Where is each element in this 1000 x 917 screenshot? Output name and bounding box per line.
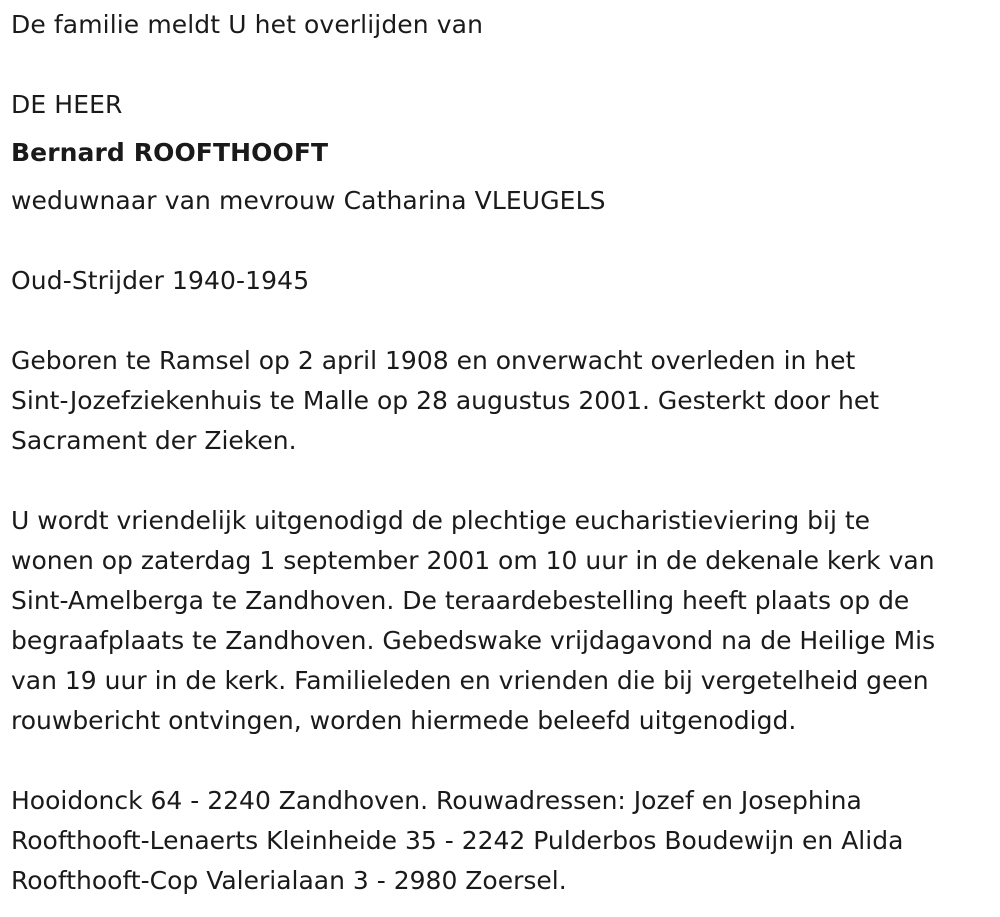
addresses-paragraph (11, 781, 991, 901)
birth-death-line: Geboren te Ramsel op 2 april 1908 en onverwacht overleden in het (11, 346, 856, 375)
address-line: Roofthooft-Cop Valerialaan 3 - 2980 Zoersel. (11, 866, 567, 895)
ceremony-line: van 19 uur in de kerk. Familieleden en vrienden die bij vergetelheid geen (11, 666, 929, 695)
honorific-title: DE HEER (11, 90, 123, 119)
birth-death-paragraph (11, 341, 991, 461)
ceremony-line: Sint-Amelberga te Zandhoven. De teraardebestelling heeft plaats op de (11, 586, 910, 615)
birth-death-line: Sacrament der Zieken. (11, 426, 297, 455)
ceremony-line: U wordt vriendelijk uitgenodigd de plechtige eucharistieviering bij te (11, 506, 871, 535)
ceremony-line: begraafplaats te Zandhoven. Gebedswake vrijdagavond na de Heilige Mis (11, 626, 936, 655)
spouse-text: weduwnaar van mevrouw Catharina VLEUGELS (11, 186, 606, 215)
deceased-name: Bernard ROOFTHOOFT (11, 138, 329, 167)
veteran-text: Oud-Strijder 1940-1945 (11, 266, 310, 295)
address-line: Hooidonck 64 - 2240 Zandhoven. Rouwadressen: Jozef en Josephina (11, 786, 862, 815)
ceremony-line: wonen op zaterdag 1 september 2001 om 10 uur in de dekenale kerk van (11, 546, 935, 575)
intro-text: De familie meldt U het overlijden van (11, 10, 484, 39)
ceremony-line: rouwbericht ontvingen, worden hiermede beleefd uitgenodigd. (11, 706, 797, 735)
birth-death-line: Sint-Jozefziekenhuis te Malle op 28 augustus 2001. Gesterkt door het (11, 386, 880, 415)
ceremony-paragraph (11, 501, 991, 741)
address-line: Roofthooft-Lenaerts Kleinheide 35 - 2242 Pulderbos Boudewijn en Alida (11, 826, 904, 855)
